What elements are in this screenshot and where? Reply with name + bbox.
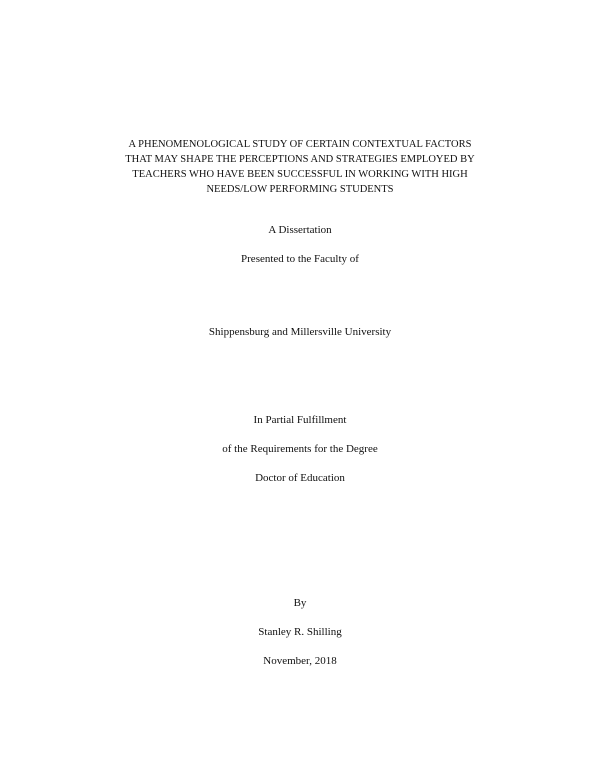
- author-name: Stanley R. Shilling: [258, 626, 342, 638]
- title-line-2: THAT MAY SHAPE THE PERCEPTIONS AND STRATEGIES EMPLOYED BY: [125, 154, 475, 165]
- presented-to: Presented to the Faculty of: [241, 253, 359, 265]
- university-name: Shippensburg and Millersville University: [208, 326, 392, 338]
- title-line-3: TEACHERS WHO HAVE BEEN SUCCESSFUL IN WORKING WITH HIGH: [132, 169, 468, 180]
- dissertation-title: [0, 137, 600, 197]
- degree-requirements: of the Requirements for the Degree: [222, 443, 378, 455]
- partial-fulfillment: In Partial Fulfillment: [253, 414, 347, 426]
- document-type: A Dissertation: [268, 224, 332, 236]
- by-label: By: [293, 597, 307, 609]
- submission-date: November, 2018: [263, 655, 337, 667]
- degree-name: Doctor of Education: [255, 472, 345, 484]
- title-line-1: A PHENOMENOLOGICAL STUDY OF CERTAIN CONTEXTUAL FACTORS: [128, 139, 472, 150]
- title-line-4: NEEDS/LOW PERFORMING STUDENTS: [206, 184, 394, 195]
